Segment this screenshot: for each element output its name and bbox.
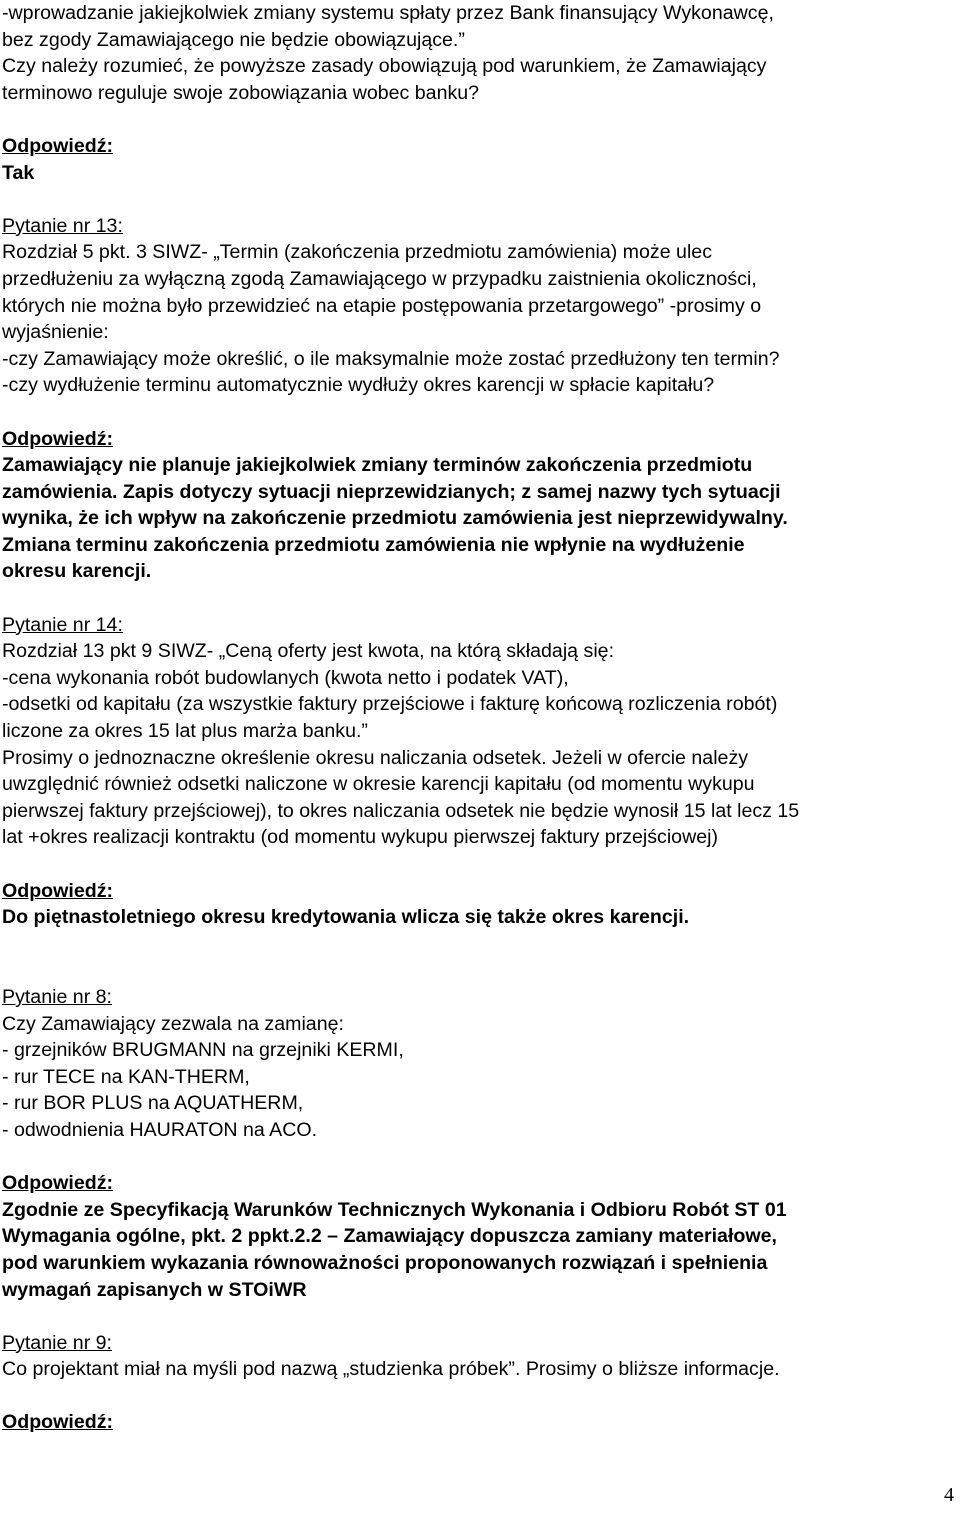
question-line: - grzejników BRUGMANN na grzejniki KERMI, <box>2 1039 404 1062</box>
question-line: Czy Zamawiający zezwala na zamianę: <box>2 1012 344 1035</box>
question-line: - rur TECE na KAN-THERM, <box>2 1065 250 1088</box>
answer-text: Zmiana terminu zakończenia przedmiotu zamówienia nie wpłynie na wydłużenie <box>2 533 745 556</box>
answer-text: Tak <box>2 161 35 184</box>
answer-label: Odpowiedź: <box>2 1172 114 1195</box>
answer-label: Odpowiedź: <box>2 1411 114 1434</box>
spacer <box>2 1383 952 1410</box>
question-heading: Pytanie nr 14: <box>2 613 123 636</box>
answer-label: Odpowiedź: <box>2 879 114 902</box>
question-line: lat +okres realizacji kontraktu (od momentu wykupu pierwszej faktury przejściowej) <box>2 826 718 849</box>
question-line: -odsetki od kapitału (za wszystkie faktury przejściowe i fakturę końcową rozliczenia robót) <box>2 693 778 716</box>
answer-text: Wymagania ogólne, pkt. 2 ppkt.2.2 – Zamawiający dopuszcza zamiany materiałowe, <box>2 1225 777 1248</box>
question-heading: Pytanie nr 8: <box>2 985 113 1008</box>
question-line: wyjaśnienie: <box>2 321 109 344</box>
answer-text: wymagań zapisanych w STOiWR <box>2 1278 307 1301</box>
spacer <box>2 931 952 984</box>
intro-line: terminowo reguluje swoje zobowiązania wobec banku? <box>2 81 480 104</box>
question-heading: Pytanie nr 13: <box>2 214 123 237</box>
intro-line: Czy należy rozumieć, że powyższe zasady obowiązują pod warunkiem, że Zamawiający <box>2 55 767 78</box>
question-line: -czy Zamawiający może określić, o ile maksymalnie może zostać przedłużony ten termin? <box>2 347 780 370</box>
question-line: Co projektant miał na myśli pod nazwą „studzienka próbek”. Prosimy o bliższe informacje. <box>2 1358 780 1381</box>
question-line: przedłużeniu za wyłączną zgodą Zamawiającego w przypadku zaistnienia okoliczności, <box>2 267 757 290</box>
spacer <box>2 851 952 878</box>
question-line: Rozdział 13 pkt 9 SIWZ- „Ceną oferty jest kwota, na którą składają się: <box>2 640 615 663</box>
question-line: uwzględnić również odsetki naliczone w okresie karencji kapitału (od momentu wykupu <box>2 773 755 796</box>
question-line: - odwodnienia HAURATON na ACO. <box>2 1118 318 1141</box>
spacer <box>2 1144 952 1171</box>
spacer <box>2 585 952 612</box>
question-line: -cena wykonania robót budowlanych (kwota netto i podatek VAT), <box>2 666 569 689</box>
answer-label: Odpowiedź: <box>2 427 114 450</box>
intro-line: -wprowadzanie jakiejkolwiek zmiany systemu spłaty przez Bank finansujący Wykonawcę, <box>2 2 774 24</box>
question-line: Rozdział 5 pkt. 3 SIWZ- „Termin (zakończenia przedmiotu zamówienia) może ulec <box>2 241 712 264</box>
answer-text: zamówienia. Zapis dotyczy sytuacji nieprzewidzianych; z samej nazwy tych sytuacji <box>2 480 781 503</box>
page-number: 4 <box>944 1484 954 1506</box>
answer-text: Zamawiający nie planuje jakiejkolwiek zmiany terminów zakończenia przedmiotu <box>2 454 753 477</box>
spacer <box>2 186 952 213</box>
question-line: - rur BOR PLUS na AQUATHERM, <box>2 1092 304 1115</box>
spacer <box>2 1303 952 1330</box>
answer-text: okresu karencji. <box>2 560 152 583</box>
answer-text: Do piętnastoletniego okresu kredytowania wlicza się także okres karencji. <box>2 906 690 929</box>
question-heading: Pytanie nr 9: <box>2 1331 113 1354</box>
answer-text: pod warunkiem wykazania równoważności proponowanych rozwiązań i spełnienia <box>2 1251 768 1274</box>
answer-text: wynika, że ich wpływ na zakończenie przedmiotu zamówienia jest nieprzewidywalny. <box>2 507 788 530</box>
question-line: -czy wydłużenie terminu automatycznie wydłuży okres karencji w spłacie kapitału? <box>2 374 715 397</box>
question-line: których nie można było przewidzieć na etapie postępowania przetargowego” -prosimy o <box>2 294 762 317</box>
spacer <box>2 399 952 426</box>
question-line: pierwszej faktury przejściowej), to okres naliczania odsetek nie będzie wynosił 15 lat lecz 15 <box>2 799 800 822</box>
document-body <box>2 0 952 1436</box>
question-line: liczone za okres 15 lat plus marża banku.” <box>2 720 368 743</box>
intro-line: bez zgody Zamawiającego nie będzie obowiązujące.” <box>2 28 465 51</box>
question-line: Prosimy o jednoznaczne określenie okresu naliczania odsetek. Jeżeli w ofercie należy <box>2 746 749 769</box>
spacer <box>2 106 952 133</box>
answer-text: Zgodnie ze Specyfikacją Warunków Technicznych Wykonania i Odbioru Robót ST 01 <box>2 1198 787 1221</box>
answer-label: Odpowiedź: <box>2 134 114 157</box>
